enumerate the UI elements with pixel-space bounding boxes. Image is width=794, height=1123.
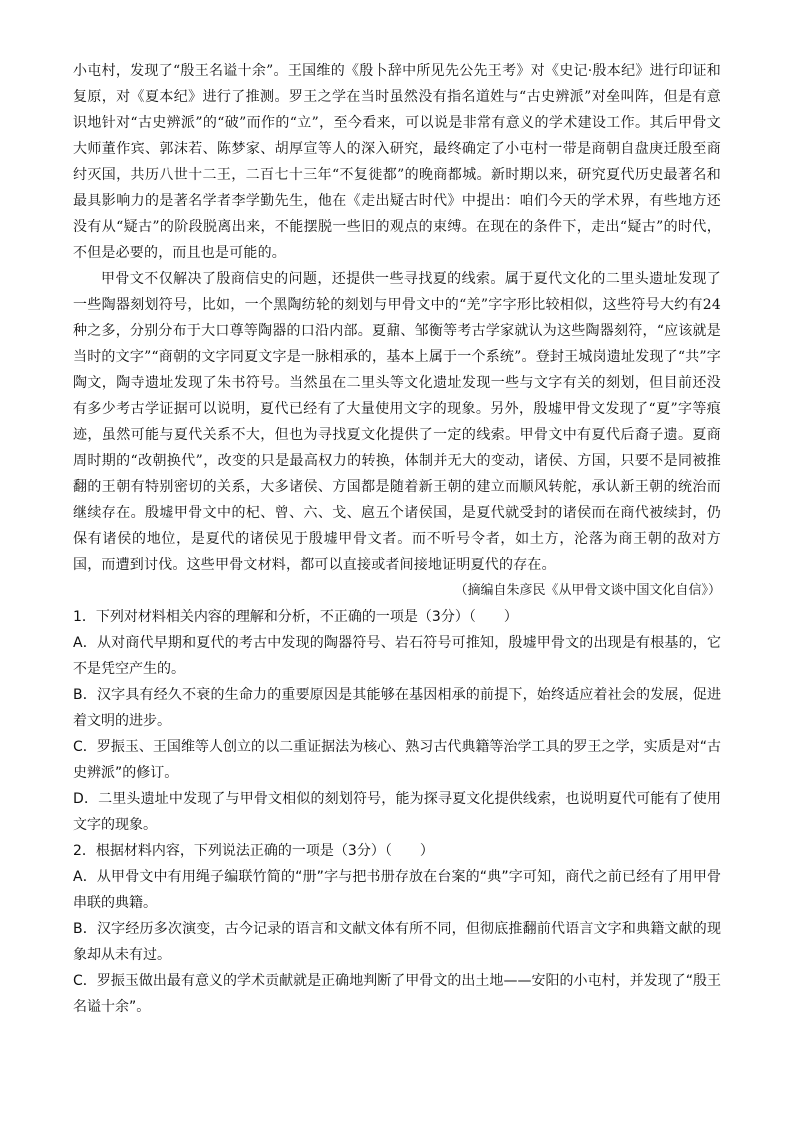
question-1-option-c: C．罗振玉、王国维等人创立的以二重证据法为核心、熟习古代典籍等治学工具的罗王之学，实质是对“古史辨派”的修订。 xyxy=(73,739,721,781)
question-2-option-a: A．从甲骨文中有用绳子编联竹简的“册”字与把书册存放在台案的“典”字可知，商代之前已经有了用甲骨串联的典籍。 xyxy=(73,869,721,911)
question-1-stem: 1．下列对材料相关内容的理解和分析，不正确的一项是（3分）（ ） xyxy=(73,609,518,625)
question-2 xyxy=(73,838,721,1020)
reading-passage xyxy=(73,58,721,578)
question-1-option-d: D．二里头遗址中发现了与甲骨文相似的刻划符号，能为探寻夏文化提供线索，也说明夏代可能有了使用文字的现象。 xyxy=(73,791,721,833)
question-list xyxy=(73,604,721,1020)
question-1-option-a: A．从对商代早期和夏代的考古中发现的陶器符号、岩石符号可推知，殷墟甲骨文的出现是有根基的，它不是凭空产生的。 xyxy=(73,635,721,677)
passage-source: （摘编自朱彦民《从甲骨文谈中国文化自信》） xyxy=(454,583,721,598)
passage-paragraph-2: 甲骨文不仅解决了殷商信史的问题，还提供一些寻找夏的线索。属于夏代文化的二里头遗址发现了一些陶器刻划符号，比如，一个黑陶纺轮的刻划与甲骨文中的“羌”字字形比较相似，这些符号大约有24种之多，分别分布于大口尊等陶器的口沿内部。夏鼐、邹衡等考古学家就认为这些陶器刻符，“应该就是当时的文字”“商朝的文字同夏文字是一脉相承的，基本上属于一个系统”。登封王城岗遗址发现了“共”字陶文，陶寺遗址发现了朱书符号。当然虽在二里头等文化遗址发现一些与文字有关的刻划，但目前还没有多少考古学证据可以说明，夏代已经有了大量使用文字的现象。另外，殷墟甲骨文发现了“夏”字等痕迹，虽然可能与夏代关系不大，但也为寻找夏文化提供了一定的线索。甲骨文中有夏代后裔子遗。夏商周时期的“改朝换代”，改变的只是最高权力的转换，体制并无大的变动，诸侯、方国，只要不是同被推翻的王朝有特别密切的关系，大多诸侯、方国都是随着新王朝的建立而顺风转舵，承认新王朝的统治而继续存在。殷墟甲骨文中的杞、曾、六、戈、扈五个诸侯国，是夏代就受封的诸侯而在商代被续封，仍保有诸侯的地位，是夏代的诸侯见于殷墟甲骨文者。而不听号令者，如土方，沦落为商王朝的敌对方国，而遭到讨伐。这些甲骨文材料，都可以直接或者间接地证明夏代的存在。 xyxy=(73,271,721,573)
exam-page xyxy=(73,58,721,1020)
question-1 xyxy=(73,604,721,838)
question-2-option-b: B．汉字经历多次演变，古今记录的语言和文献文体有所不同，但彻底推翻前代语言文字和典籍文献的现象却从未有过。 xyxy=(73,921,721,963)
question-2-stem: 2．根据材料内容，下列说法正确的一项是（3分）（ ） xyxy=(73,843,434,859)
question-2-option-c: C．罗振玉做出最有意义的学术贡献就是正确地判断了甲骨文的出土地——安阳的小屯村，并发现了“殷王名谥十余”。 xyxy=(73,973,721,1015)
passage-paragraph-1: 小屯村，发现了“殷王名谥十余”。王国维的《殷卜辞中所见先公先王考》对《史记·殷本纪》进行印证和复原，对《夏本纪》进行了推测。罗王之学在当时虽然没有指名道姓与“古史辨派”对垒叫阵，但是有意识地针对“古史辨派”的“破”而作的“立”，至今看来，可以说是非常有意义的学术建设工作。其后甲骨文大师董作宾、郭沫若、陈梦家、胡厚宣等人的深入研究，最终确定了小屯村一带是商朝自盘庚迁殷至商纣灭国，共历八世十二王，二百七十三年“不复徙都”的晚商都城。新时期以来，研究夏代历史最著名和最具影响力的是著名学者李学勤先生，他在《走出疑古时代》中提出：咱们今天的学术界，有些地方还没有从“疑古”的阶段脱离出来，不能摆脱一些旧的观点的束缚。在现在的条件下，走出“疑古”的时代，不但是必要的，而且也是可能的。 xyxy=(73,63,721,261)
question-1-option-b: B．汉字具有经久不衰的生命力的重要原因是其能够在基因相承的前提下，始终适应着社会的发展，促进着文明的进步。 xyxy=(73,687,721,729)
